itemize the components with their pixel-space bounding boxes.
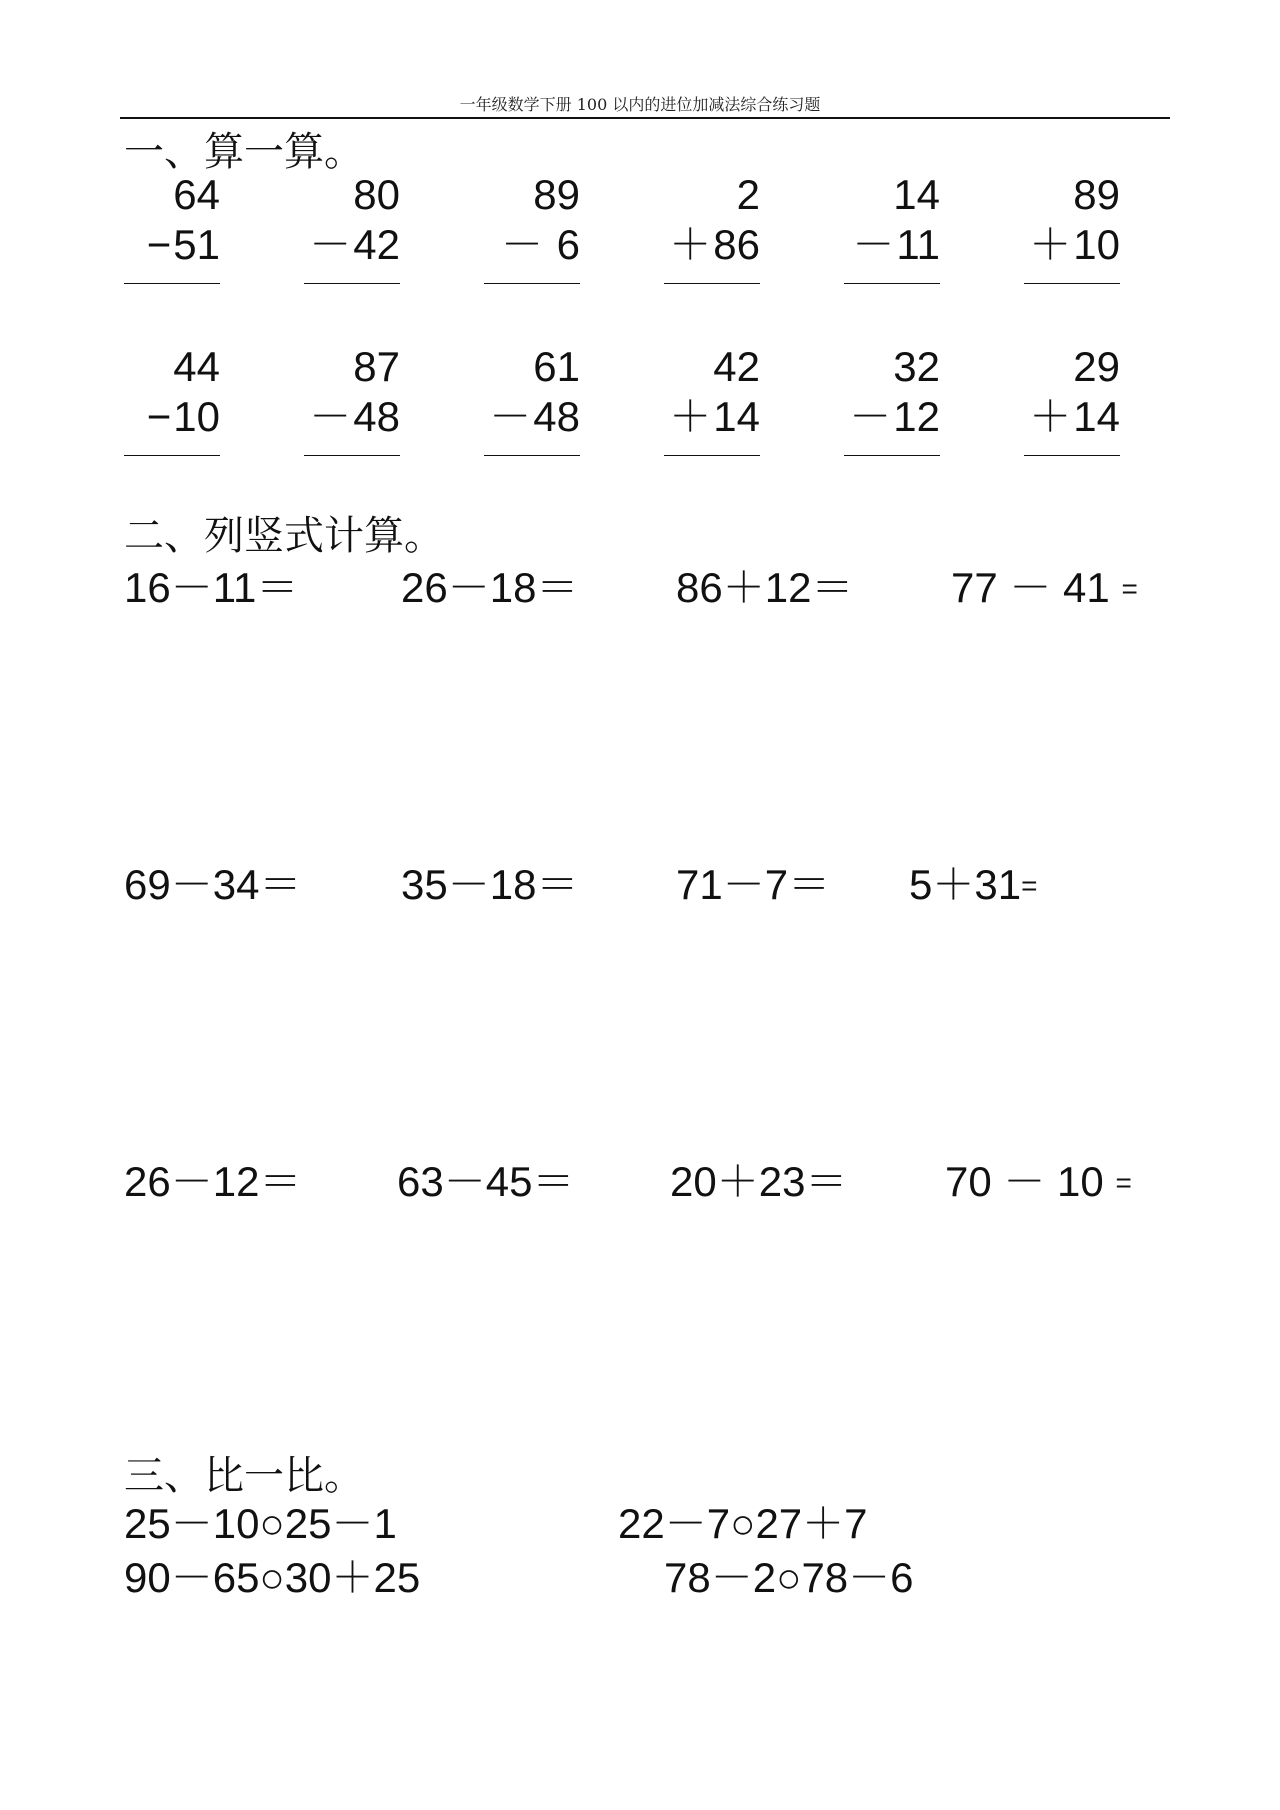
bottom-operand — [309, 221, 400, 269]
bottom-operand — [1029, 221, 1120, 269]
equals-sign: = — [1115, 1167, 1132, 1198]
operator: － — [500, 221, 543, 268]
bottom-operand — [501, 221, 580, 269]
comparison-item: 25－10○25－1 — [124, 1500, 397, 1547]
operator: ＋ — [669, 393, 712, 440]
bottom-number: 14 — [1073, 393, 1120, 440]
top-number: 2 — [736, 171, 760, 218]
equation-row-3 — [0, 1158, 1280, 1208]
section-title-3: 三、比一比。 — [124, 1453, 364, 1499]
operator: － — [849, 393, 892, 440]
bottom-number: 48 — [533, 393, 580, 440]
answer-line — [484, 455, 580, 456]
top-number: 29 — [1073, 343, 1120, 390]
top-number: 87 — [353, 343, 400, 390]
bottom-operand — [147, 393, 220, 441]
vertical-problem — [664, 171, 760, 291]
bottom-operand — [1029, 393, 1120, 441]
answer-line — [664, 283, 760, 284]
bottom-number: 86 — [713, 221, 760, 268]
equation: 71－7＝ — [676, 861, 831, 908]
equation: 69－34＝ — [124, 861, 302, 908]
operator: − — [146, 221, 172, 268]
equation — [909, 861, 1037, 910]
bottom-operand — [147, 221, 220, 269]
operator: － — [309, 393, 352, 440]
equation-row-2 — [0, 861, 1280, 911]
equation — [945, 1158, 1132, 1207]
equals-sign: = — [1021, 870, 1038, 901]
page-header: 一年级数学下册 100 以内的进位加减法综合练习题 — [459, 95, 821, 114]
vertical-problem — [1024, 343, 1120, 463]
vertical-problem — [484, 343, 580, 463]
operator: − — [146, 393, 172, 440]
answer-line — [664, 455, 760, 456]
top-number: 14 — [893, 171, 940, 218]
equation: 86＋12＝ — [676, 564, 854, 611]
top-number: 61 — [533, 343, 580, 390]
top-number: 89 — [1073, 171, 1120, 218]
equation-text: 5＋31 — [909, 861, 1022, 908]
vertical-problem — [1024, 171, 1120, 291]
vertical-problem — [124, 343, 220, 463]
top-number: 64 — [173, 171, 220, 218]
bottom-operand — [852, 221, 940, 269]
equation-text: 70 － 10 — [945, 1158, 1104, 1205]
answer-line — [304, 283, 400, 284]
bottom-number: 14 — [713, 393, 760, 440]
bottom-number: 48 — [353, 393, 400, 440]
bottom-operand — [669, 221, 760, 269]
bottom-number: 42 — [353, 221, 400, 268]
operator: － — [489, 393, 532, 440]
answer-line — [484, 283, 580, 284]
equation: 63－45＝ — [397, 1158, 575, 1205]
answer-line — [124, 455, 220, 456]
answer-line — [124, 283, 220, 284]
operator: ＋ — [1029, 393, 1072, 440]
bottom-number: 6 — [544, 221, 580, 268]
top-number: 44 — [173, 343, 220, 390]
bottom-operand — [489, 393, 580, 441]
answer-line — [844, 455, 940, 456]
equals-sign: = — [1121, 573, 1138, 604]
vertical-problem — [304, 171, 400, 291]
comparison-item: 22－7○27＋7 — [618, 1500, 868, 1547]
header-rule — [120, 117, 1170, 119]
vertical-problem — [484, 171, 580, 291]
vertical-problem — [844, 171, 940, 291]
operator: ＋ — [669, 221, 712, 268]
top-number: 89 — [533, 171, 580, 218]
top-number: 80 — [353, 171, 400, 218]
vertical-row-2 — [0, 343, 1280, 463]
equation-row-1 — [0, 564, 1280, 614]
operator: － — [309, 221, 352, 268]
equation: 16－11＝ — [124, 564, 299, 611]
bottom-operand — [849, 393, 940, 441]
bottom-number: 11 — [896, 221, 940, 268]
equation-text: 77 － 41 — [951, 564, 1110, 611]
vertical-problem — [664, 343, 760, 463]
answer-line — [304, 455, 400, 456]
top-number: 32 — [893, 343, 940, 390]
vertical-problem — [124, 171, 220, 291]
equation — [951, 564, 1138, 613]
answer-line — [844, 283, 940, 284]
top-number: 42 — [713, 343, 760, 390]
bottom-number: 51 — [173, 221, 220, 268]
equation: 20＋23＝ — [670, 1158, 848, 1205]
section-title-1: 一、算一算。 — [124, 129, 364, 175]
equation: 26－12＝ — [124, 1158, 302, 1205]
bottom-number: 10 — [173, 393, 220, 440]
vertical-row-1 — [0, 171, 1280, 291]
vertical-problem — [304, 343, 400, 463]
bottom-number: 12 — [893, 393, 940, 440]
operator: ＋ — [1029, 221, 1072, 268]
bottom-number: 10 — [1073, 221, 1120, 268]
equation: 35－18＝ — [401, 861, 579, 908]
comparison-item: 90－65○30＋25 — [124, 1554, 421, 1601]
vertical-problem — [844, 343, 940, 463]
section-title-2: 二、列竖式计算。 — [124, 513, 444, 559]
answer-line — [1024, 283, 1120, 284]
bottom-operand — [669, 393, 760, 441]
equation: 26－18＝ — [401, 564, 579, 611]
comparison-item: 78－2○78－6 — [664, 1554, 914, 1601]
bottom-operand — [309, 393, 400, 441]
operator: － — [852, 221, 895, 268]
answer-line — [1024, 455, 1120, 456]
